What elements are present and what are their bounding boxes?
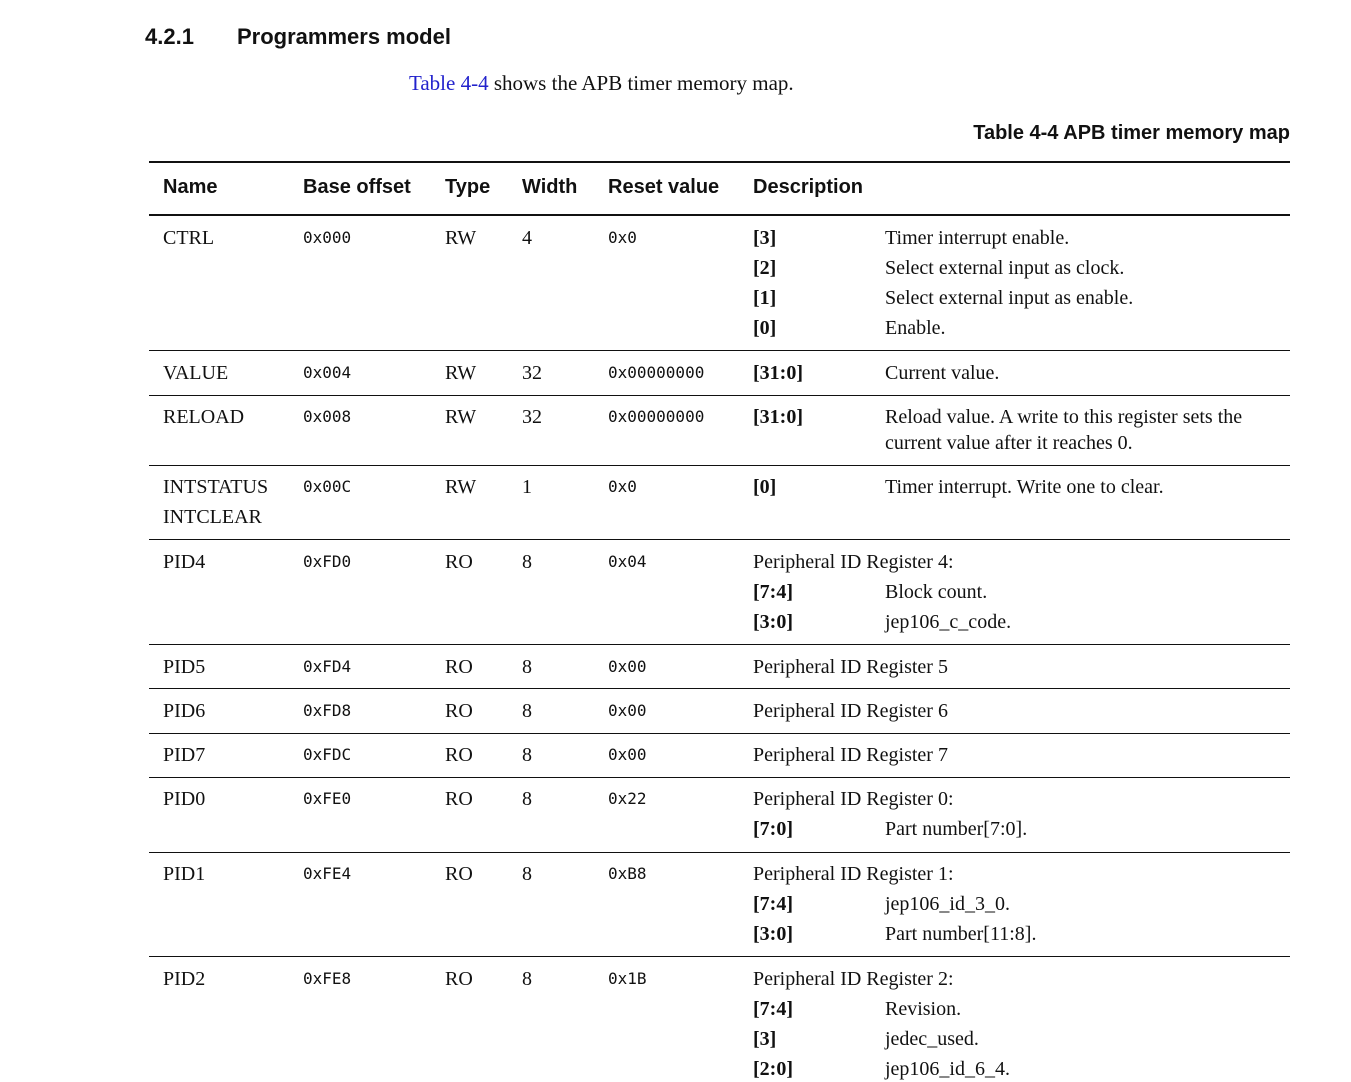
register-name: PID0 [163, 788, 206, 810]
bit-description: Reload value. A write to this register sets the [885, 406, 1243, 428]
header-name: Name [163, 176, 218, 198]
bit-description: jep106_c_code. [885, 611, 1012, 633]
base-offset: 0xFD4 [303, 657, 352, 676]
access-type: RO [445, 744, 473, 766]
reset-value: 0x00 [608, 745, 647, 764]
bit-field: [1] [753, 287, 777, 309]
row-separator [149, 852, 1290, 853]
access-type: RW [445, 362, 477, 384]
bit-field: [7:4] [753, 581, 793, 603]
access-type: RO [445, 700, 473, 722]
row-separator [149, 777, 1290, 778]
section-title: Programmers model [237, 24, 451, 49]
register-width: 8 [522, 656, 532, 678]
description-text: Peripheral ID Register 2: [753, 968, 954, 990]
bit-description: Timer interrupt. Write one to clear. [885, 476, 1164, 498]
row-separator [149, 956, 1290, 957]
reset-value: 0x00000000 [608, 363, 705, 382]
bit-field: [3] [753, 227, 777, 249]
bit-field: [3] [753, 1028, 777, 1050]
register-name: PID1 [163, 863, 206, 885]
header-type: Type [445, 176, 491, 198]
register-name: PID5 [163, 656, 206, 678]
reset-value: 0x00 [608, 701, 647, 720]
register-name: VALUE [163, 362, 229, 384]
register-width: 8 [522, 863, 532, 885]
bit-field: [0] [753, 476, 777, 498]
register-name: PID6 [163, 700, 206, 722]
register-width: 8 [522, 788, 532, 810]
base-offset: 0xFD8 [303, 701, 352, 720]
bit-field: [7:4] [753, 998, 793, 1020]
base-offset: 0x004 [303, 363, 352, 382]
bit-description: Revision. [885, 998, 962, 1020]
description-text: Peripheral ID Register 5 [753, 656, 948, 678]
access-type: RO [445, 968, 473, 990]
intro-text: shows the APB timer memory map. [488, 71, 794, 95]
access-type: RW [445, 227, 477, 249]
bit-field: [3:0] [753, 611, 793, 633]
header-width: Width [522, 176, 578, 198]
register-name: INTSTATUS [163, 476, 269, 498]
bit-description: Block count. [885, 581, 988, 603]
base-offset: 0x008 [303, 407, 352, 426]
access-type: RW [445, 476, 477, 498]
bit-field: [2:0] [753, 1058, 793, 1080]
base-offset: 0xFE8 [303, 969, 352, 988]
register-width: 4 [522, 227, 532, 249]
base-offset: 0x000 [303, 228, 352, 247]
register-name: RELOAD [163, 406, 245, 428]
row-separator [149, 350, 1290, 351]
bit-description: Part number[7:0]. [885, 818, 1028, 840]
bit-field: [3:0] [753, 923, 793, 945]
description-text: Peripheral ID Register 6 [753, 700, 948, 722]
table-top-rule [149, 161, 1290, 163]
row-separator [149, 465, 1290, 466]
bit-field: [7:0] [753, 818, 793, 840]
bit-description: Select external input as clock. [885, 257, 1125, 279]
reset-value: 0x00 [608, 657, 647, 676]
bit-field: [31:0] [753, 362, 803, 384]
register-width: 8 [522, 700, 532, 722]
register-name-alt: INTCLEAR [163, 506, 262, 528]
register-width: 8 [522, 968, 532, 990]
access-type: RW [445, 406, 477, 428]
bit-description: jep106_id_6_4. [885, 1058, 1010, 1080]
register-width: 1 [522, 476, 532, 498]
bit-field: [7:4] [753, 893, 793, 915]
register-name: CTRL [163, 227, 215, 249]
access-type: RO [445, 656, 473, 678]
reset-value: 0x22 [608, 789, 647, 808]
reset-value: 0x00000000 [608, 407, 705, 426]
register-width: 32 [522, 406, 542, 428]
register-name: PID7 [163, 744, 206, 766]
description-text: Peripheral ID Register 1: [753, 863, 954, 885]
reset-value: 0x0 [608, 228, 637, 247]
bit-description: jedec_used. [885, 1028, 979, 1050]
base-offset: 0xFDC [303, 745, 352, 764]
bit-description: Enable. [885, 317, 946, 339]
base-offset: 0x00C [303, 477, 352, 496]
section-number: 4.2.1 [145, 24, 194, 49]
register-name: PID2 [163, 968, 206, 990]
base-offset: 0xFE4 [303, 864, 352, 883]
header-description: Description [753, 176, 864, 198]
intro-paragraph [409, 71, 794, 96]
bit-field: [0] [753, 317, 777, 339]
table-caption: Table 4-4 APB timer memory map [973, 122, 1290, 144]
row-separator [149, 688, 1290, 689]
table-header-rule [149, 214, 1290, 216]
header-base-offset: Base offset [303, 176, 411, 198]
register-width: 8 [522, 551, 532, 573]
reset-value: 0x04 [608, 552, 647, 571]
access-type: RO [445, 551, 473, 573]
description-text: Peripheral ID Register 0: [753, 788, 954, 810]
base-offset: 0xFE0 [303, 789, 352, 808]
row-separator [149, 733, 1290, 734]
description-text: Peripheral ID Register 7 [753, 744, 948, 766]
row-separator [149, 395, 1290, 396]
register-width: 8 [522, 744, 532, 766]
bit-field: [31:0] [753, 406, 803, 428]
access-type: RO [445, 863, 473, 885]
bit-field: [2] [753, 257, 777, 279]
bit-description-continued: current value after it reaches 0. [885, 432, 1133, 454]
description-text: Peripheral ID Register 4: [753, 551, 954, 573]
access-type: RO [445, 788, 473, 810]
bit-description: Part number[11:8]. [885, 923, 1037, 945]
base-offset: 0xFD0 [303, 552, 352, 571]
bit-description: Current value. [885, 362, 1000, 384]
reset-value: 0x1B [608, 969, 647, 988]
bit-description: Select external input as enable. [885, 287, 1134, 309]
row-separator [149, 539, 1290, 540]
register-width: 32 [522, 362, 542, 384]
row-separator [149, 644, 1290, 645]
register-name: PID4 [163, 551, 206, 573]
reset-value: 0x0 [608, 477, 637, 496]
bit-description: jep106_id_3_0. [885, 893, 1010, 915]
table-link[interactable]: Table 4-4 [409, 71, 489, 95]
header-reset-value: Reset value [608, 176, 720, 198]
reset-value: 0xB8 [608, 864, 647, 883]
bit-description: Timer interrupt enable. [885, 227, 1070, 249]
